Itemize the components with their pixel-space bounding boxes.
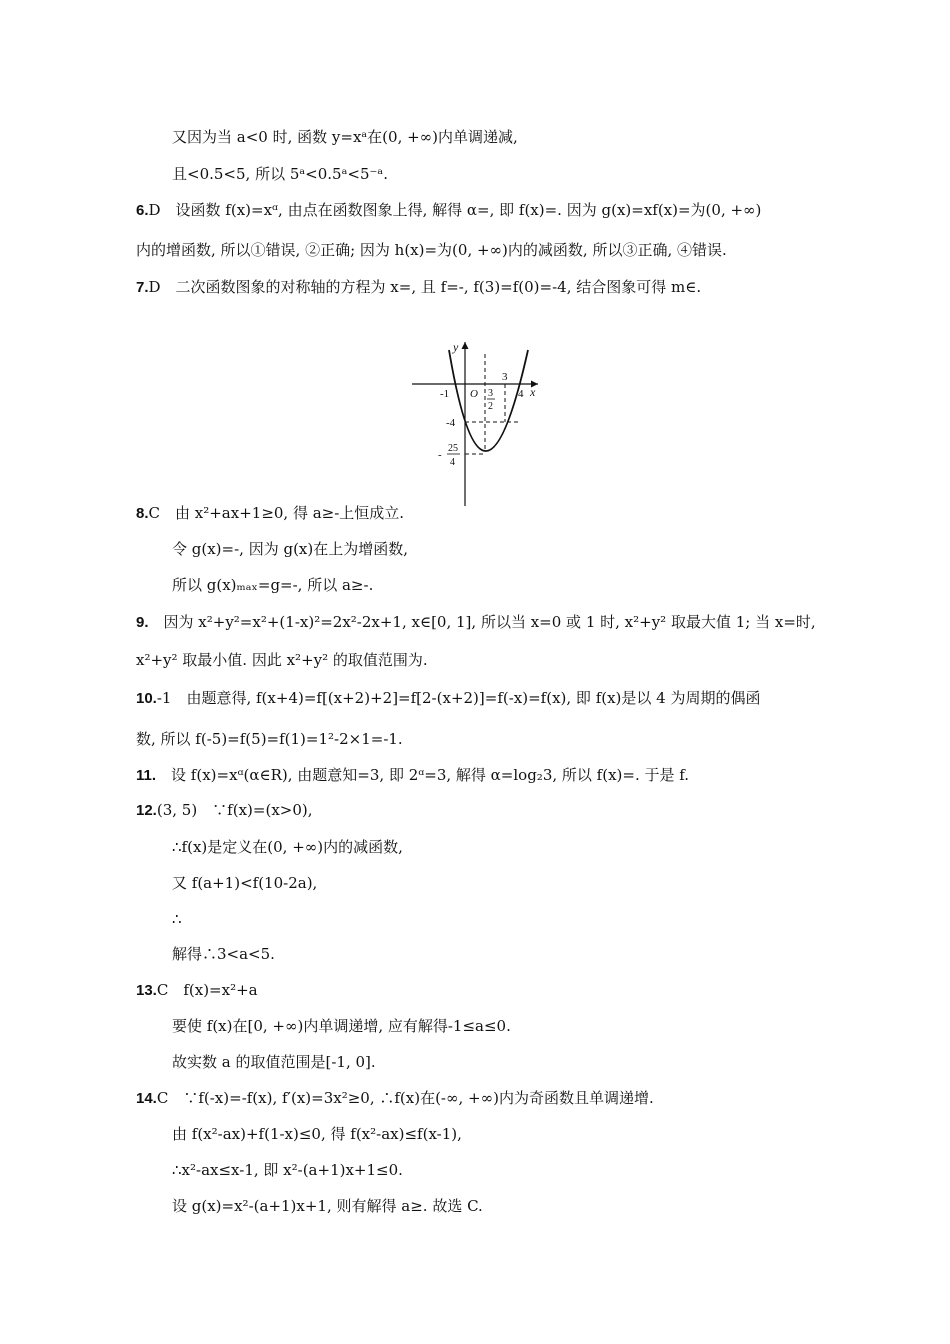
frac-25-4-numerator: 25 xyxy=(448,443,458,454)
solution-line: 且<0.5<5, 所以 5ᵃ<0.5ᵃ<5⁻ᵃ. xyxy=(172,165,388,183)
solution-line: 又因为当 a<0 时, 函数 y=xᵃ在(0, +∞)内单调递减, xyxy=(172,128,518,146)
problem-13-answer: 13.C f(x)=x²+a xyxy=(136,981,258,999)
solution-line: 故实数 a 的取值范围是[-1, 0]. xyxy=(172,1053,376,1071)
x-axis-label: x xyxy=(530,385,536,399)
problem-9-answer: 9. 因为 x²+y²=x²+(1-x)²=2x²-2x+1, x∈[0, 1], 所以当 x=0 或 1 时, x²+y² 取最大值 1; 当 x=时, xyxy=(136,613,816,631)
problem-7-answer: 7.D 二次函数图象的对称轴的方程为 x=, 且 f=-, f(3)=f(0)=-4, 结合图象可得 m∈. xyxy=(136,278,702,296)
solution-line: 所以 g(x)ₘₐₓ=g=-, 所以 a≥-. xyxy=(172,576,374,594)
problem-8-answer: 8.C 由 x²+ax+1≥0, 得 a≥-上恒成立. xyxy=(136,504,405,522)
solution-line: 令 g(x)=-, 因为 g(x)在上为增函数, xyxy=(172,540,409,558)
tick-label-3: 3 xyxy=(502,371,508,383)
frac-25-4-sign: - xyxy=(438,449,442,461)
y-axis-label: y xyxy=(453,340,459,354)
solution-line: 数, 所以 f(-5)=f(5)=f(1)=1²-2×1=-1. xyxy=(136,730,403,748)
frac-3-2-denominator: 2 xyxy=(488,401,493,412)
tick-label-4: 4 xyxy=(518,388,524,400)
solution-line: 设 g(x)=x²-(a+1)x+1, 则有解得 a≥. 故选 C. xyxy=(172,1197,483,1215)
frac-3-2-numerator: 3 xyxy=(488,388,493,399)
solution-line: 要使 f(x)在[0, +∞)内单调递增, 应有解得-1≤a≤0. xyxy=(172,1017,511,1035)
frac-25-4-denominator: 4 xyxy=(450,457,455,468)
parabola-graph xyxy=(410,338,545,508)
origin-label: O xyxy=(470,388,478,400)
tick-label-neg4: -4 xyxy=(446,417,456,429)
problem-6-answer: 6.D 设函数 f(x)=xᵅ, 由点在函数图象上得, 解得 α=, 即 f(x)=. 因为 g(x)=xf(x)=为(0, +∞) xyxy=(136,201,762,219)
tick-label-neg1: -1 xyxy=(440,388,450,400)
problem-14-answer: 14.C ∵f(-x)=-f(x), f′(x)=3x²≥0, ∴f(x)在(-∞, +∞)内为奇函数且单调递增. xyxy=(136,1089,654,1107)
solution-line: 解得∴3<a<5. xyxy=(172,945,275,963)
solution-line: ∴x²-ax≤x-1, 即 x²-(a+1)x+1≤0. xyxy=(172,1161,403,1179)
solution-line: ∴f(x)是定义在(0, +∞)内的减函数, xyxy=(172,838,403,856)
problem-12-answer: 12.(3, 5) ∵f(x)=(x>0), xyxy=(136,801,313,819)
problem-11-answer: 11. 设 f(x)=xᵅ(α∈R), 由题意知=3, 即 2ᵅ=3, 解得 α=log₂3, 所以 f(x)=. 于是 f. xyxy=(136,766,690,784)
solution-line: 内的增函数, 所以①错误, ②正确; 因为 h(x)=为(0, +∞)内的减函数, 所以③正确, ④错误. xyxy=(136,241,727,259)
solution-line: 又 f(a+1)<f(10-2a), xyxy=(172,874,318,892)
problem-10-answer: 10.-1 由题意得, f(x+4)=f[(x+2)+2]=f[2-(x+2)]=f(-x)=f(x), 即 f(x)是以 4 为周期的偶函 xyxy=(136,689,761,707)
solution-line: x²+y² 取最小值. 因此 x²+y² 的取值范围为. xyxy=(136,651,428,669)
solution-line: 由 f(x²-ax)+f(1-x)≤0, 得 f(x²-ax)≤f(x-1), xyxy=(172,1125,462,1143)
solution-line: ∴ xyxy=(172,910,182,928)
